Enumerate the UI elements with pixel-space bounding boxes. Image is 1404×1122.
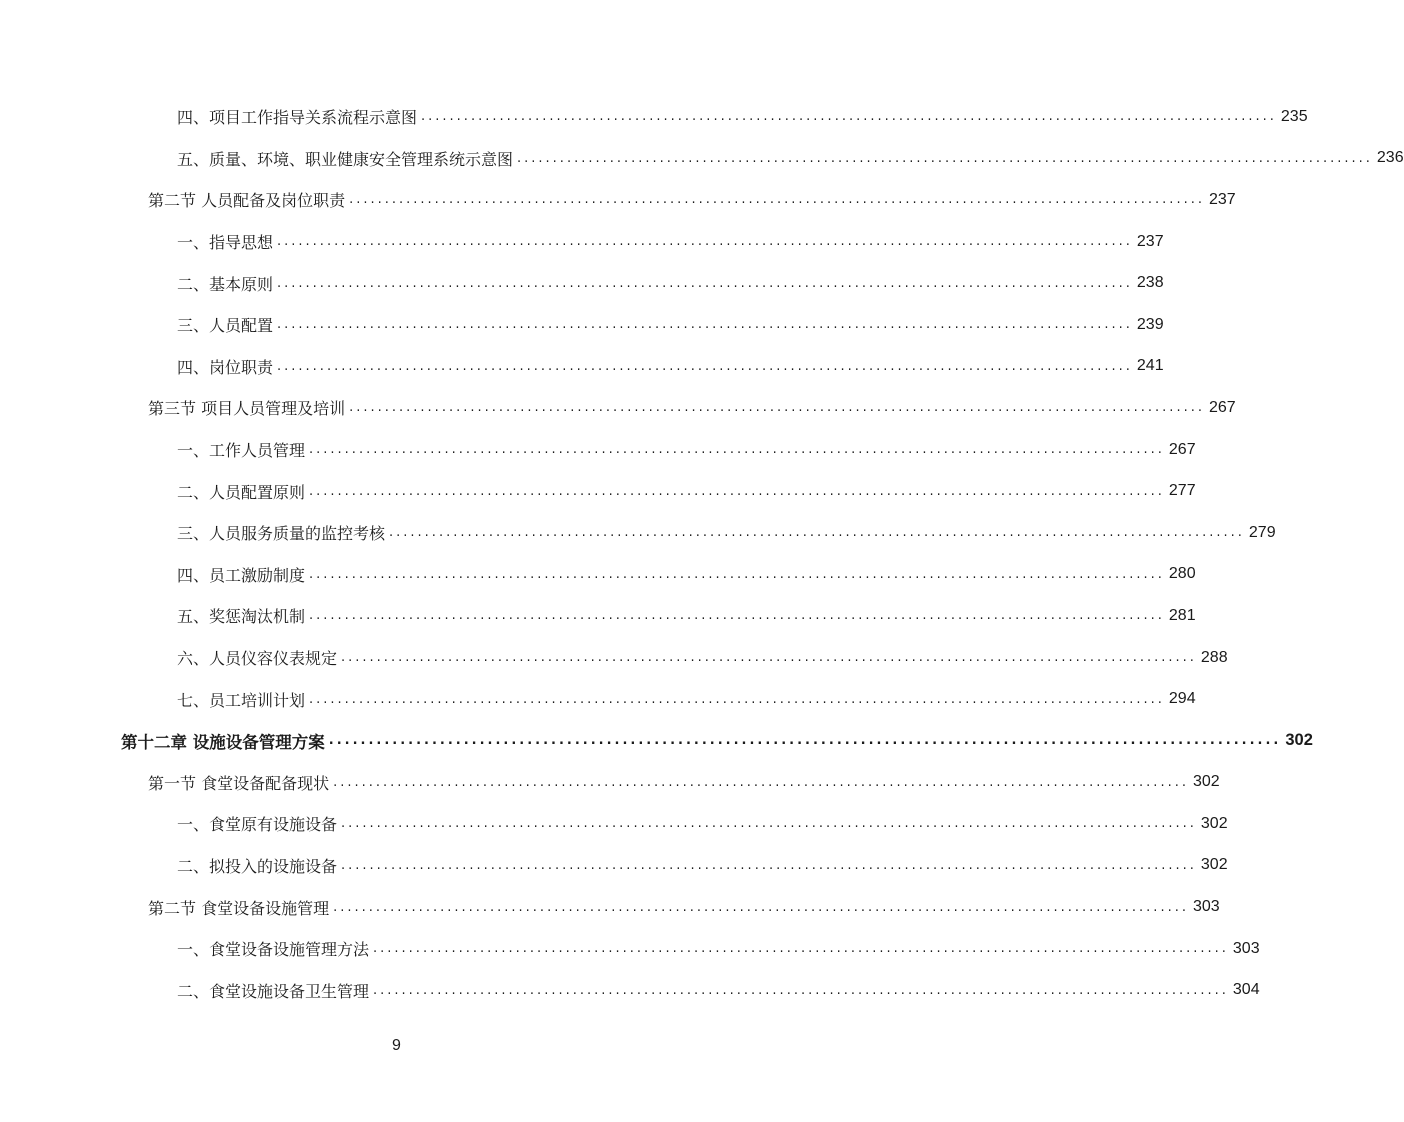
toc-dot-leader: ........................................................................................................................: [341, 816, 1197, 832]
toc-entry-page: 294: [1168, 690, 1196, 708]
toc-entry-title: 第二节 人员配备及岗位职责: [148, 191, 346, 211]
toc-entry[interactable]: [0, 96, 1308, 138]
toc-entry-page: 281: [1168, 606, 1196, 624]
toc-entry-page: 237: [1208, 190, 1236, 208]
toc-entry-page: 241: [1136, 357, 1164, 375]
toc-entry-title: 二、基本原则: [177, 274, 274, 294]
toc-dot-leader: ........................................................................................................................: [309, 566, 1165, 582]
toc-entry-page: 302: [1285, 731, 1313, 750]
toc-dot-leader: ........................................................................................................................: [517, 150, 1373, 166]
toc-entry[interactable]: [0, 221, 1164, 263]
page-number: 9: [392, 1037, 401, 1054]
toc-dot-leader: ........................................................................................................................: [349, 192, 1205, 208]
toc-dot-leader: ........................................................................................................................: [309, 442, 1165, 458]
toc-entry[interactable]: [0, 554, 1196, 596]
toc-entry-title: 三、人员配置: [177, 316, 274, 336]
toc-dot-leader: ........................................................................................................................: [333, 774, 1189, 790]
toc-dot-leader: ........................................................................................................................: [341, 857, 1197, 873]
toc-entry-title: 一、食堂设备设施管理方法: [177, 940, 370, 960]
toc-entry-title: 五、奖惩淘汰机制: [177, 607, 306, 627]
toc-entry[interactable]: [0, 762, 1220, 804]
toc-entry[interactable]: [0, 262, 1164, 304]
toc-dot-leader: ........................................................................................................................: [309, 608, 1165, 624]
toc-entry-title: 一、指导思想: [177, 233, 274, 253]
toc-dot-leader: ........................................................................................................................: [373, 941, 1229, 957]
toc-entry-title: 二、拟投入的设施设备: [177, 856, 338, 876]
toc-entry-title: 四、岗位职责: [177, 357, 274, 377]
toc-entry[interactable]: [0, 179, 1236, 221]
toc-entry-title: 第二节 食堂设备设施管理: [148, 898, 330, 918]
toc-dot-leader: ........................................................................................................................: [341, 650, 1197, 666]
toc-entry[interactable]: [0, 637, 1228, 679]
toc-dot-leader: ........................................................................................................................: [277, 275, 1133, 291]
toc-entry-page: 277: [1168, 482, 1196, 500]
toc-dot-leader: ........................................................................................................................: [333, 899, 1189, 915]
toc-entry[interactable]: [0, 886, 1220, 928]
toc-entry-page: 267: [1168, 440, 1196, 458]
toc-entry[interactable]: [0, 387, 1236, 429]
toc-entry-page: 303: [1192, 898, 1220, 916]
toc-entry-page: 237: [1136, 232, 1164, 250]
toc-entry[interactable]: [0, 138, 1404, 180]
toc-entry[interactable]: [0, 304, 1164, 346]
toc-dot-leader: ........................................................................................................................: [277, 317, 1133, 333]
toc-dot-leader: ........................................................................................................................: [328, 733, 1282, 749]
toc-dot-leader: ........................................................................................................................: [373, 982, 1229, 998]
toc-entry[interactable]: [0, 845, 1228, 887]
toc-entry-title: 四、项目工作指导关系流程示意图: [177, 108, 418, 128]
toc-entry-page: 267: [1208, 398, 1236, 416]
toc-entry-title: 一、食堂原有设施设备: [177, 815, 338, 835]
toc-entry[interactable]: [0, 470, 1196, 512]
toc-entry-page: 288: [1200, 648, 1228, 666]
toc-dot-leader: ........................................................................................................................: [309, 691, 1165, 707]
toc-entry[interactable]: [0, 595, 1196, 637]
toc-entry-title: 四、员工激励制度: [177, 565, 306, 585]
toc-entry-title: 七、员工培训计划: [177, 690, 306, 710]
toc-entry[interactable]: [0, 969, 1260, 1011]
toc-entry-page: 302: [1200, 814, 1228, 832]
toc-dot-leader: ........................................................................................................................: [309, 483, 1165, 499]
toc-entry[interactable]: [0, 803, 1228, 845]
toc-entry[interactable]: [0, 678, 1196, 720]
toc-entry[interactable]: [0, 346, 1164, 388]
toc-entry-page: 235: [1280, 107, 1308, 125]
toc-entry-page: 279: [1248, 523, 1276, 541]
toc-entry-title: 第一节 食堂设备配备现状: [148, 773, 330, 793]
toc-entry-title: 六、人员仪容仪表规定: [177, 649, 338, 669]
toc-dot-leader: ........................................................................................................................: [389, 525, 1245, 541]
table-of-contents: [0, 96, 1404, 1011]
toc-entry-page: 280: [1168, 565, 1196, 583]
toc-entry-page: 238: [1136, 274, 1164, 292]
toc-dot-leader: ........................................................................................................................: [349, 400, 1205, 416]
toc-entry[interactable]: [0, 720, 1313, 762]
toc-entry-page: 302: [1192, 773, 1220, 791]
toc-entry-page: 239: [1136, 315, 1164, 333]
toc-dot-leader: ........................................................................................................................: [277, 234, 1133, 250]
toc-entry-title: 二、食堂设施设备卫生管理: [177, 981, 370, 1001]
toc-entry-title: 第十二章 设施设备管理方案: [121, 732, 325, 752]
toc-dot-leader: ........................................................................................................................: [277, 358, 1133, 374]
toc-entry-title: 三、人员服务质量的监控考核: [177, 524, 386, 544]
toc-entry-title: 一、工作人员管理: [177, 441, 306, 461]
toc-dot-leader: ........................................................................................................................: [421, 109, 1277, 125]
toc-entry[interactable]: [0, 429, 1196, 471]
toc-entry[interactable]: [0, 512, 1276, 554]
toc-entry-page: 302: [1200, 856, 1228, 874]
toc-entry[interactable]: [0, 928, 1260, 970]
toc-entry-title: 二、人员配置原则: [177, 482, 306, 502]
toc-entry-page: 236: [1376, 149, 1404, 167]
toc-entry-page: 303: [1232, 939, 1260, 957]
toc-entry-title: 第三节 项目人员管理及培训: [148, 399, 346, 419]
toc-entry-title: 五、质量、环境、职业健康安全管理系统示意图: [177, 149, 514, 169]
toc-entry-page: 304: [1232, 981, 1260, 999]
